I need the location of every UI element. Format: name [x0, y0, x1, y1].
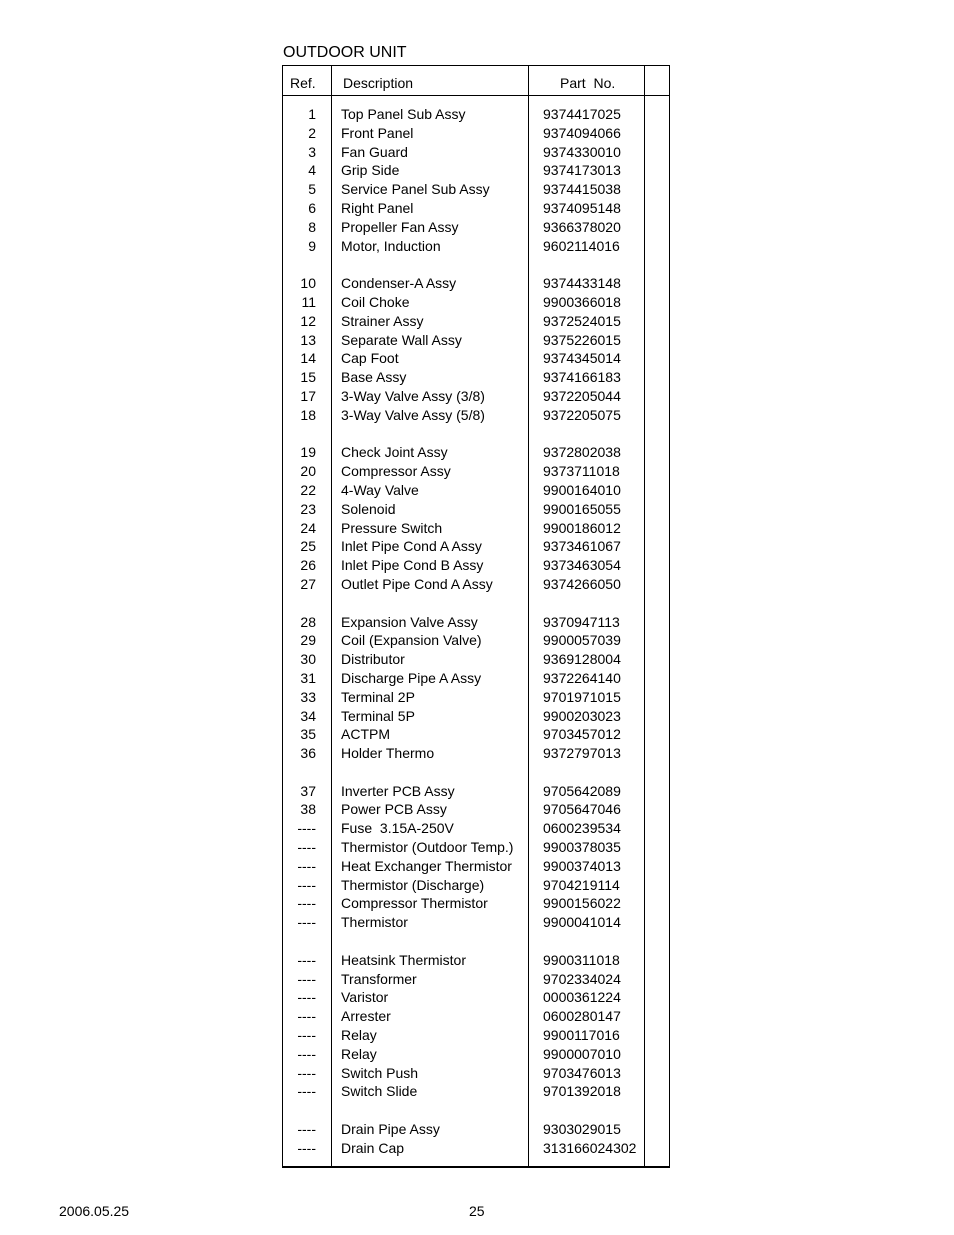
part-description: Distributor	[341, 651, 405, 668]
part-description: Transformer	[341, 970, 417, 987]
part-ref: 9	[308, 237, 316, 254]
part-ref: 12	[300, 312, 316, 329]
header-part-no: Part No.	[560, 75, 616, 91]
part-ref: 15	[300, 369, 316, 386]
part-ref: 26	[300, 557, 316, 574]
part-description: Check Joint Assy	[341, 444, 448, 461]
part-number: 9900057039	[543, 632, 621, 649]
part-number: 9374417025	[543, 106, 621, 122]
part-number: 9900164010	[543, 481, 621, 498]
part-number: 9900156022	[543, 895, 621, 912]
table-row	[283, 218, 669, 237]
part-description: Inverter PCB Assy	[341, 782, 455, 799]
table-row	[283, 951, 669, 970]
header-ref: Ref.	[290, 75, 316, 91]
part-description: 4-Way Valve	[341, 481, 419, 498]
section-title: OUTDOOR UNIT	[283, 44, 407, 61]
part-number: 9303029015	[543, 1121, 621, 1138]
part-ref: 31	[300, 669, 316, 686]
table-row	[283, 331, 669, 350]
table-row	[283, 876, 669, 895]
part-description: Top Panel Sub Assy	[341, 106, 466, 122]
part-description: Drain Pipe Assy	[341, 1121, 440, 1138]
table-row	[283, 575, 669, 594]
part-ref: 38	[300, 801, 316, 818]
part-description: Switch Slide	[341, 1083, 418, 1100]
part-ref: 10	[300, 275, 316, 292]
part-ref: 14	[300, 350, 316, 367]
part-number: 9372524015	[543, 312, 621, 329]
part-ref: 2	[308, 124, 316, 141]
part-description: Arrester	[341, 1008, 391, 1025]
table-row	[283, 725, 669, 744]
table-row	[283, 913, 669, 932]
part-description: Service Panel Sub Assy	[341, 181, 490, 198]
part-description: Outlet Pipe Cond A Assy	[341, 575, 493, 592]
table-row	[283, 707, 669, 726]
part-ref: 29	[300, 632, 316, 649]
part-description: Compressor Thermistor	[341, 895, 488, 912]
part-number: 9704219114	[543, 876, 620, 893]
part-ref: ----	[297, 857, 316, 874]
table-row	[283, 349, 669, 368]
part-ref: ----	[297, 1139, 316, 1156]
part-description: Heatsink Thermistor	[341, 951, 467, 968]
part-description: Power PCB Assy	[341, 801, 447, 818]
table-row	[283, 1120, 669, 1139]
part-ref: ----	[297, 820, 316, 837]
table-row	[283, 293, 669, 312]
part-number: 9373461067	[543, 538, 621, 555]
part-description: Thermistor (Discharge)	[341, 876, 485, 893]
part-number: 9373463054	[543, 557, 621, 574]
part-description: Inlet Pipe Cond B Assy	[341, 557, 484, 574]
table-row	[283, 255, 669, 274]
part-ref: 4	[308, 162, 316, 179]
part-ref: ----	[297, 1083, 316, 1100]
table-row	[283, 274, 669, 293]
part-ref: ----	[297, 876, 316, 893]
part-ref: 6	[308, 199, 316, 216]
part-number: 9703476013	[543, 1064, 621, 1081]
part-ref: 8	[308, 218, 316, 235]
part-ref: ----	[297, 970, 316, 987]
part-ref: 36	[300, 745, 316, 762]
part-ref: ----	[297, 1045, 316, 1062]
part-ref: 28	[300, 613, 316, 630]
part-number: 9900378035	[543, 839, 621, 856]
page-number: 25	[469, 1203, 485, 1219]
table-row	[283, 1082, 669, 1101]
part-number: 9702334024	[543, 970, 621, 987]
part-number: 9374095148	[543, 199, 621, 216]
table-row	[283, 631, 669, 650]
table-row	[283, 161, 669, 180]
part-description: Fan Guard	[341, 143, 408, 160]
table-row	[283, 312, 669, 331]
part-number: 313166024302	[543, 1139, 637, 1156]
part-description: ACTPM	[341, 726, 390, 743]
part-ref: 17	[300, 387, 316, 404]
part-number: 9705647046	[543, 801, 621, 818]
part-ref: 18	[300, 406, 316, 423]
part-description: Relay	[341, 1027, 377, 1044]
part-description: Cap Foot	[341, 350, 399, 367]
table-row	[283, 143, 669, 162]
part-description: Compressor Assy	[341, 463, 451, 480]
part-number: 9374330010	[543, 143, 621, 160]
part-number: 9375226015	[543, 331, 621, 348]
part-ref: 27	[300, 575, 316, 592]
table-body	[283, 105, 669, 1158]
part-ref: 3	[308, 143, 316, 160]
part-ref: 22	[300, 481, 316, 498]
part-number: 9701392018	[543, 1083, 621, 1100]
table-row	[283, 782, 669, 801]
table-row	[283, 857, 669, 876]
part-ref: ----	[297, 1121, 316, 1138]
part-number: 0600239534	[543, 820, 621, 837]
part-ref: 37	[300, 782, 316, 799]
part-description: Relay	[341, 1045, 377, 1062]
table-row	[283, 932, 669, 951]
part-description: Inlet Pipe Cond A Assy	[341, 538, 482, 555]
table-row	[283, 988, 669, 1007]
part-description: Coil Choke	[341, 293, 410, 310]
part-description: Base Assy	[341, 369, 407, 386]
table-row	[283, 537, 669, 556]
part-number: 9373711018	[543, 463, 620, 480]
table-row	[283, 425, 669, 444]
table-row	[283, 1101, 669, 1120]
part-number: 9374415038	[543, 181, 621, 198]
part-ref: ----	[297, 914, 316, 931]
part-number: 9366378020	[543, 218, 621, 235]
part-number: 0000361224	[543, 989, 621, 1006]
table-row	[283, 970, 669, 989]
part-description: Propeller Fan Assy	[341, 218, 459, 235]
part-description: Solenoid	[341, 500, 396, 517]
part-ref: ----	[297, 1008, 316, 1025]
part-ref: 13	[300, 331, 316, 348]
part-ref: 35	[300, 726, 316, 743]
part-ref: 19	[300, 444, 316, 461]
part-number: 9602114016	[543, 237, 620, 254]
table-row	[283, 594, 669, 613]
part-ref: 34	[300, 707, 316, 724]
part-ref: ----	[297, 1027, 316, 1044]
part-number: 9374345014	[543, 350, 621, 367]
part-number: 9372264140	[543, 669, 621, 686]
table-row	[283, 124, 669, 143]
part-description: Expansion Valve Assy	[341, 613, 478, 630]
part-description: Terminal 5P	[341, 707, 415, 724]
part-ref: 24	[300, 519, 316, 536]
table-row	[283, 199, 669, 218]
part-description: Front Panel	[341, 124, 414, 141]
part-ref: 20	[300, 463, 316, 480]
part-ref: 11	[301, 293, 316, 310]
part-number: 9374266050	[543, 575, 621, 592]
table-row	[283, 1045, 669, 1064]
parts-table	[282, 65, 670, 1168]
part-number: 9372205044	[543, 387, 621, 404]
part-description: Right Panel	[341, 199, 414, 216]
table-row	[283, 800, 669, 819]
part-number: 0600280147	[543, 1008, 621, 1025]
table-row	[283, 387, 669, 406]
table-row	[283, 1064, 669, 1083]
part-number: 9701971015	[543, 688, 621, 705]
table-row	[283, 613, 669, 632]
part-description: Thermistor	[341, 914, 408, 931]
table-row	[283, 368, 669, 387]
part-number: 9900366018	[543, 293, 621, 310]
part-description: Heat Exchanger Thermistor	[341, 857, 512, 874]
part-number: 9900374013	[543, 857, 621, 874]
part-ref: ----	[297, 951, 316, 968]
part-description: Fuse 3.15A-250V	[341, 820, 454, 837]
part-ref: 5	[308, 181, 316, 198]
part-description: Pressure Switch	[341, 519, 443, 536]
part-number: 9900117016	[543, 1027, 620, 1044]
part-ref: ----	[297, 895, 316, 912]
table-row	[283, 481, 669, 500]
part-number: 9900203023	[543, 707, 621, 724]
part-description: Strainer Assy	[341, 312, 424, 329]
part-number: 9900311018	[543, 951, 620, 968]
table-row	[283, 500, 669, 519]
part-description: Motor, Induction	[341, 237, 441, 254]
table-row	[283, 462, 669, 481]
part-description: Discharge Pipe A Assy	[341, 669, 482, 686]
part-description: Terminal 2P	[341, 688, 415, 705]
table-row	[283, 763, 669, 782]
part-number: 9705642089	[543, 782, 621, 799]
part-number: 9369128004	[543, 651, 621, 668]
part-number: 9372797013	[543, 745, 621, 762]
part-number: 9374433148	[543, 275, 621, 292]
part-number: 9900165055	[543, 500, 621, 517]
part-number: 9370947113	[543, 613, 620, 630]
table-row	[283, 180, 669, 199]
table-row	[283, 744, 669, 763]
part-number: 9703457012	[543, 726, 621, 743]
table-row	[283, 1007, 669, 1026]
table-row	[283, 443, 669, 462]
part-ref: ----	[297, 1064, 316, 1081]
part-description: 3-Way Valve Assy (3/8)	[341, 387, 485, 404]
part-number: 9372802038	[543, 444, 621, 461]
part-ref: 30	[300, 651, 316, 668]
part-description: Coil (Expansion Valve)	[341, 632, 482, 649]
part-ref: 1	[308, 106, 316, 122]
part-description: Grip Side	[341, 162, 400, 179]
part-number: 9900007010	[543, 1045, 621, 1062]
table-row	[283, 237, 669, 256]
part-description: Varistor	[341, 989, 389, 1006]
part-description: Condenser-A Assy	[341, 275, 457, 292]
part-description: 3-Way Valve Assy (5/8)	[341, 406, 485, 423]
part-description: Switch Push	[341, 1064, 419, 1081]
part-ref: 23	[300, 500, 316, 517]
table-row	[283, 519, 669, 538]
part-description: Drain Cap	[341, 1139, 405, 1156]
part-ref: ----	[297, 989, 316, 1006]
table-row	[283, 838, 669, 857]
part-number: 9374166183	[543, 369, 621, 386]
table-row	[283, 669, 669, 688]
part-description: Holder Thermo	[341, 745, 435, 762]
table-row	[283, 894, 669, 913]
part-ref: 33	[300, 688, 316, 705]
part-number: 9374173013	[543, 162, 621, 179]
part-number: 9374094066	[543, 124, 621, 141]
part-number: 9372205075	[543, 406, 621, 423]
part-number: 9900041014	[543, 914, 621, 931]
table-row	[283, 1026, 669, 1045]
table-row	[283, 1139, 669, 1158]
part-description: Separate Wall Assy	[341, 331, 462, 348]
table-row	[283, 105, 669, 124]
header-description: Description	[343, 75, 414, 91]
part-number: 9900186012	[543, 519, 621, 536]
header-divider	[283, 95, 669, 96]
part-ref: 25	[300, 538, 316, 555]
table-row	[283, 556, 669, 575]
table-row	[283, 406, 669, 425]
footer-date: 2006.05.25	[59, 1203, 130, 1219]
part-ref: ----	[297, 839, 316, 856]
table-row	[283, 688, 669, 707]
table-row	[283, 650, 669, 669]
part-description: Thermistor (Outdoor Temp.)	[341, 839, 514, 856]
table-row	[283, 819, 669, 838]
